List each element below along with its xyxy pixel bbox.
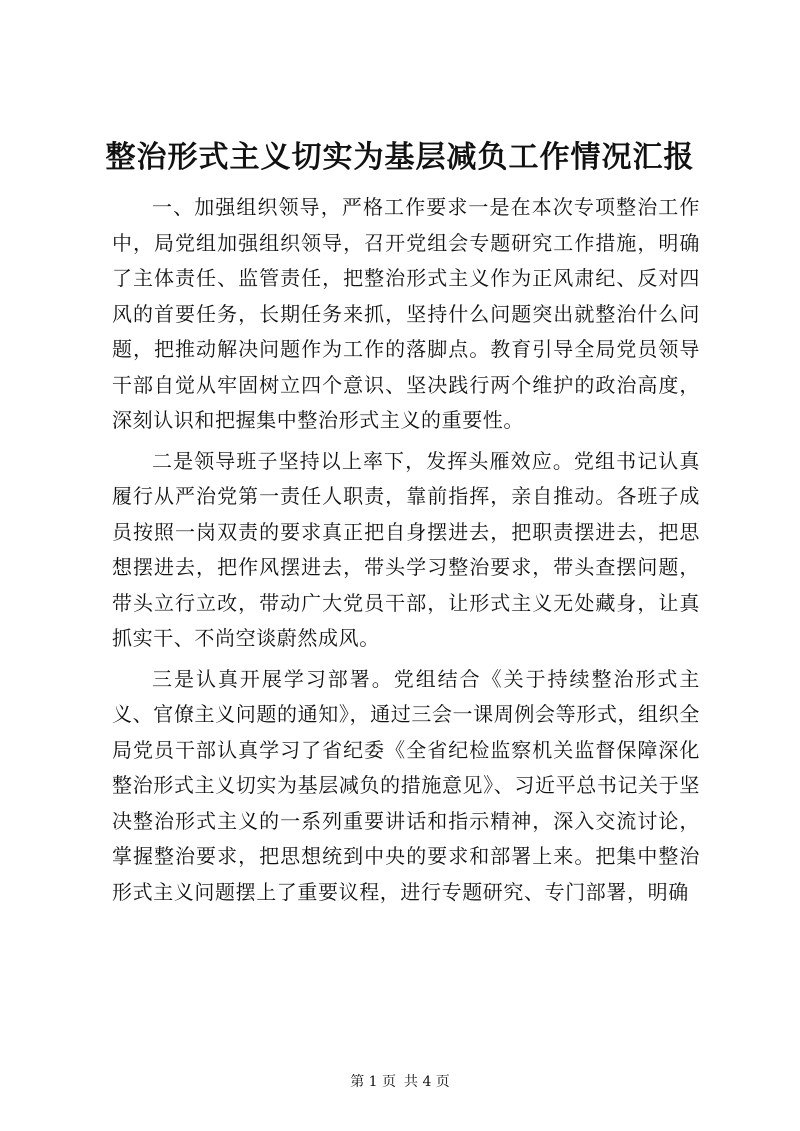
document-title: 整治形式主义切实为基层减负工作情况汇报 [105, 140, 695, 175]
page-number: 第 1 页 [350, 1074, 396, 1090]
paragraph-3: 三是认真开展学习部署。党组结合《关于持续整治形式主义、官僚主义问题的通知》，通过三会一课周例会等形式，组织全局党员干部认真学习了省纪委《全省纪检监察机关监督保障深化整治形式主义切实为基层减负的措施意见》、习近平总书记关于坚决整治形式主义的一系列重要讲话和指示精神，深入交流讨论，掌握整治要求，把思想统到中央的要求和部署上来。把集中整治形式主义问题摆上了重要议程，进行专题研究、专门部署，明确 [112, 666, 700, 904]
paragraph-1: 一、加强组织领导，严格工作要求一是在本次专项整治工作中，局党组加强组织领导，召开党组会专题研究工作措施，明确了主体责任、监管责任，把整治形式主义作为正风肃纪、反对四风的首要任务，长期任务来抓，坚持什么问题突出就整治什么问题，把推动解决问题作为工作的落脚点。教育引导全局党员领导干部自觉从牢固树立四个意识、坚决践行两个维护的政治高度，深刻认识和把握集中整治形式主义的重要性。 [112, 195, 700, 432]
page-footer [0, 1072, 800, 1092]
page-total: 共 4 页 [404, 1074, 450, 1090]
paragraph-2: 二是领导班子坚持以上率下，发挥头雁效应。党组书记认真履行从严治党第一责任人职责，靠前指挥，亲自推动。各班子成员按照一岗双责的要求真正把自身摆进去，把职责摆进去，把思想摆进去，把作风摆进去，带头学习整治要求，带头查摆问题，带头立行立改，带动广大党员干部，让形式主义无处藏身，让真抓实干、不尚空谈蔚然成风。 [112, 448, 700, 650]
document-body [112, 190, 700, 915]
